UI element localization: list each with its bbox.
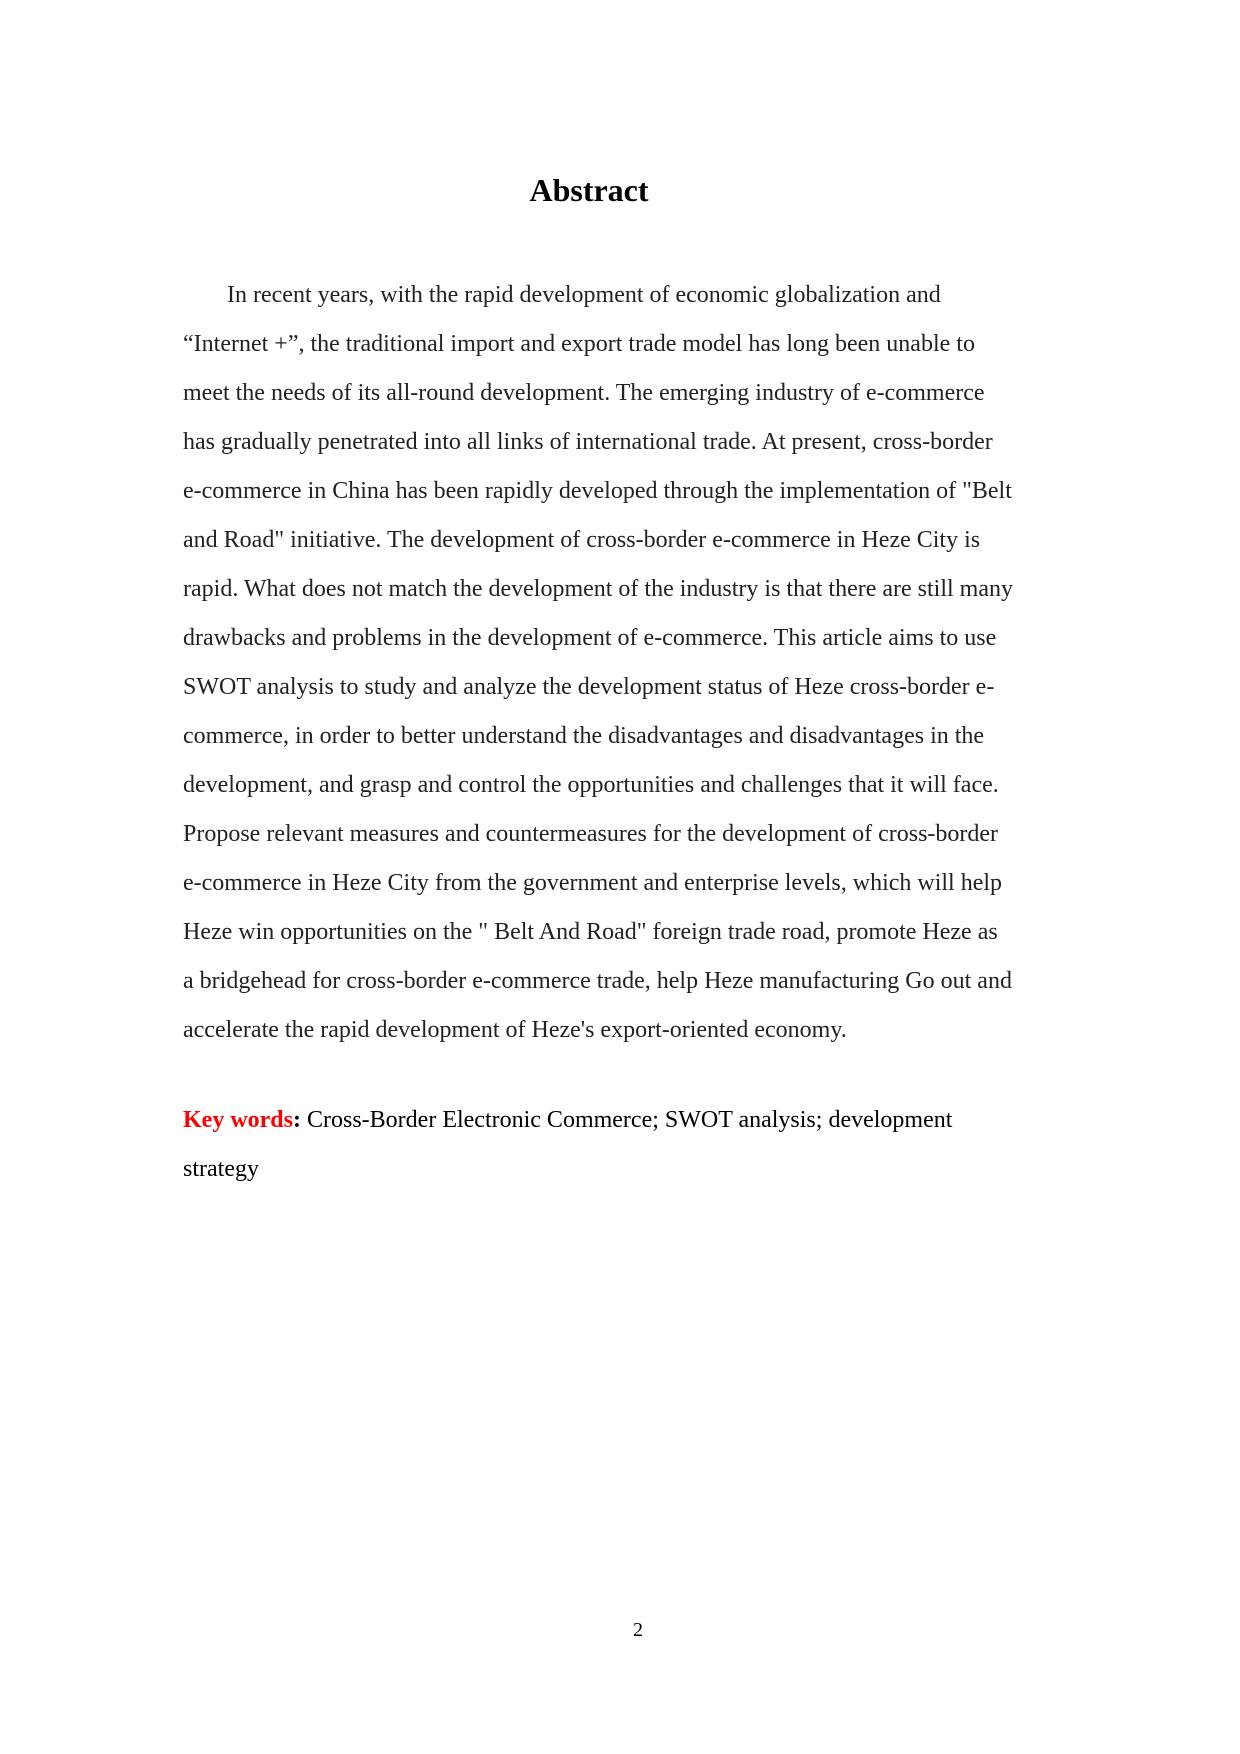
keywords-text: Cross-Border Electronic Commerce; SWOT analysis; development [301, 1107, 953, 1133]
abstract-line: has gradually penetrated into all links of international trade. At present, cross-border [183, 429, 993, 455]
abstract-line: Propose relevant measures and countermeasures for the development of cross-border [183, 821, 999, 847]
abstract-line: In recent years, with the rapid development of economic globalization and [227, 282, 941, 308]
keywords-colon: : [293, 1107, 301, 1133]
keywords-line [183, 1096, 1083, 1145]
abstract-line: meet the needs of its all-round development. The emerging industry of e-commerce [183, 380, 985, 406]
keywords-label: Key words [183, 1107, 293, 1133]
abstract-line: Heze win opportunities on the " Belt And Road" foreign trade road, promote Heze as [183, 919, 998, 945]
abstract-line: e-commerce in China has been rapidly developed through the implementation of "Belt [183, 478, 1012, 504]
abstract-line: and Road" initiative. The development of cross-border e-commerce in Heze City is [183, 527, 981, 553]
page-title: Abstract [529, 172, 649, 208]
abstract-line: drawbacks and problems in the development of e-commerce. This article aims to use [183, 625, 997, 651]
abstract-line: rapid. What does not match the development of the industry is that there are still many [183, 576, 1014, 602]
abstract-line: e-commerce in Heze City from the government and enterprise levels, which will help [183, 870, 1003, 896]
abstract-line: a bridgehead for cross-border e-commerce trade, help Heze manufacturing Go out and [183, 968, 1012, 994]
abstract-line: SWOT analysis to study and analyze the development status of Heze cross-border e- [183, 674, 995, 700]
abstract-line: commerce, in order to better understand the disadvantages and disadvantages in the [183, 723, 985, 749]
abstract-paragraph [183, 271, 1083, 1055]
page-number: 2 [633, 1619, 643, 1641]
abstract-line: “Internet +”, the traditional import and export trade model has long been unable to [183, 331, 975, 357]
keywords-text-continued: strategy [183, 1156, 259, 1182]
abstract-line: accelerate the rapid development of Heze's export-oriented economy. [183, 1017, 847, 1043]
abstract-line: development, and grasp and control the opportunities and challenges that it will face. [183, 772, 999, 798]
keywords [183, 1096, 1083, 1194]
